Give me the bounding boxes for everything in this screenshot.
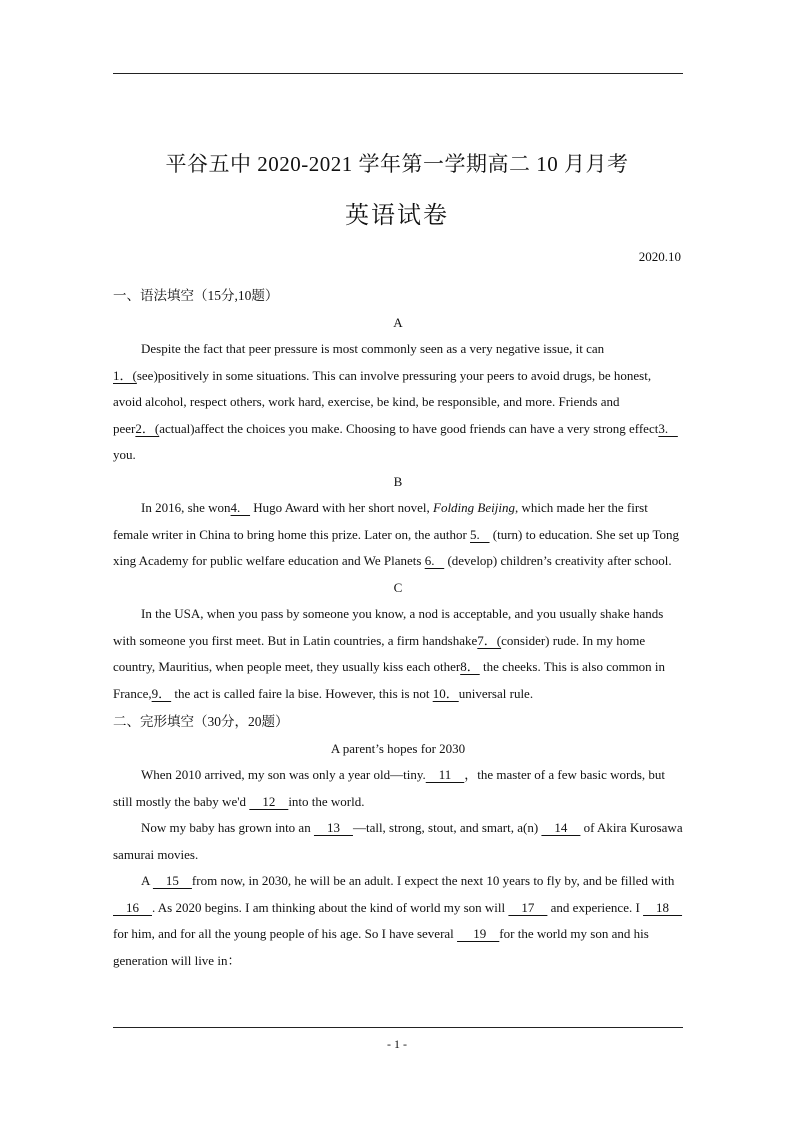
cloze-blank-17: 17 <box>508 899 548 915</box>
cloze-blank-18: 18 <box>643 899 683 915</box>
cloze-paragraph-3: A 15 from now, in 2030, he will be an adult. I expect the next 10 years to fly by, and be filled with 16 . As 2020 begins. I am thinking about the kind of world my son will 17 and experience. I 18 for him, and for all the young people of his age. So I have several 19 for the world my son and his generation will live in： <box>113 873 683 968</box>
blank-10: 10． <box>432 685 459 701</box>
blank-6: 6. <box>424 553 445 568</box>
passage-b: In 2016, she won4. Hugo Award with her short novel, Folding Beijing, which made her the first female writer in China to bring home this prize. Later on, the author 5. (turn) to education. She set up Tong xing Academy for public welfare education and We Planets 6. (develop) children’s creativity after school. <box>113 500 680 568</box>
blank-4: 4. <box>230 500 251 515</box>
cloze-blank-13: 13 <box>313 820 353 835</box>
cloze-blank-11: 11 <box>425 767 465 782</box>
passage-a-label: A <box>393 314 403 330</box>
exam-title: 平谷五中 2020-2021 学年第一学期高二 10 月月考 <box>165 152 629 176</box>
cloze-blank-19: 19 <box>457 926 500 941</box>
blank-9: 9． <box>151 685 172 701</box>
exam-subtitle: 英语试卷 <box>345 203 449 229</box>
footer-rule <box>113 1027 683 1028</box>
blank-7: 7．( <box>477 632 502 648</box>
novel-title: Folding Beijing <box>433 500 515 515</box>
header-rule <box>113 73 683 74</box>
passage-c-label: C <box>393 579 403 595</box>
passage-c: In the USA, when you pass by someone you know, a nod is acceptable, and you usually shake hands with someone you first meet. But in Latin countries, a firm handshake7．(consider) rude. In my home country, Mauritius, when people meet, they usually kiss each other8． the cheeks. This is also common in France,9． the act is called faire la bise. However, this is not 10．universal rule. <box>113 606 666 701</box>
exam-body <box>113 283 683 974</box>
exam-date: 2020.10 <box>638 249 681 264</box>
section-2-heading: 二、完形填空（30分，20题） <box>113 714 289 729</box>
blank-3: 3. <box>658 420 678 436</box>
passage-a: Despite the fact that peer pressure is most commonly seen as a very negative issue, it can 1．(see)positively in some situations. This can involve pressuring your peers to avoid drugs, be honest, avoid alcohol, respect others, work hard, exercise, be kind, be responsible, and more. Friends and peer2．(actual)affect the choices you make. Choosing to have good friends can have a very strong effect3. you. <box>113 341 678 462</box>
blank-8: 8． <box>460 659 480 674</box>
cloze-blank-14: 14 <box>541 820 581 835</box>
cloze-paragraph-2: Now my baby has grown into an 13 —tall, strong, stout, and smart, a(n) 14 of Akira Kurosawa samurai movies. <box>113 820 683 862</box>
cloze-blank-15: 15 <box>152 873 192 888</box>
section-1-heading: 一、语法填空（15分,10题） <box>113 288 279 303</box>
cloze-blank-16: 16 <box>113 899 152 915</box>
passage-b-label: B <box>393 473 403 489</box>
blank-1: 1．( <box>113 367 137 383</box>
cloze-paragraph-1: When 2010 arrived, my son was only a year old—tiny. 11 ，the master of a few basic words, but still mostly the baby we'd 12 into the world. <box>113 767 665 809</box>
blank-2: 2．( <box>135 420 160 436</box>
cloze-blank-12: 12 <box>249 793 289 809</box>
passage-title: A parent’s hopes for 2030 <box>330 740 466 756</box>
blank-5: 5. <box>470 526 490 542</box>
page-number: - 1 - <box>387 1037 407 1051</box>
